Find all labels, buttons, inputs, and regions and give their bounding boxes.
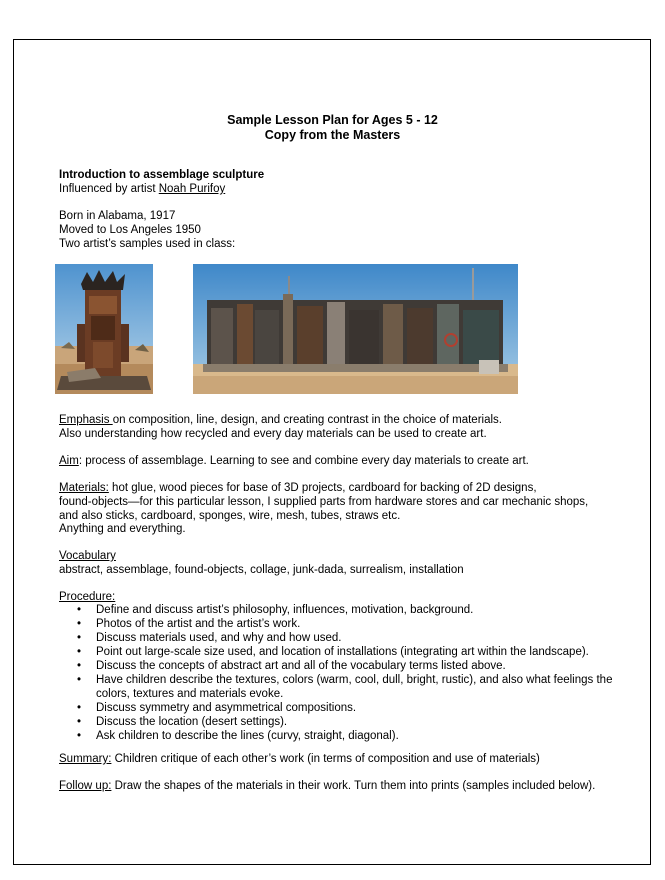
- summary-line: [59, 752, 540, 766]
- aim-text: : process of assemblage. Learning to see and combine every day materials to create art.: [78, 455, 529, 467]
- procedure-item-text: Discuss symmetry and asymmetrical compositions.: [96, 702, 357, 714]
- procedure-list: [59, 603, 641, 743]
- installation-photo-right: [193, 264, 518, 394]
- emphasis-line-2: Also understanding how recycled and every day materials can be used to create art.: [59, 428, 487, 440]
- title-line-1: Sample Lesson Plan for Ages 5 - 12: [227, 113, 438, 127]
- aim-label: Aim: [59, 455, 79, 467]
- born-line: Born in Alabama, 1917: [59, 210, 176, 222]
- materials-label: Materials:: [59, 482, 109, 494]
- bullet-point: •: [77, 618, 82, 630]
- procedure-item-text: Define and discuss artist’s philosophy, influences, motivation, background.: [96, 604, 474, 616]
- emphasis-line-1: [59, 413, 502, 427]
- procedure-item: [59, 659, 641, 673]
- title-line-2: Copy from the Masters: [264, 128, 401, 142]
- procedure-item: [59, 645, 641, 659]
- procedure-item-text: Discuss the location (desert settings).: [96, 716, 288, 728]
- sculpture-photo-left: [55, 264, 153, 394]
- procedure-item: [59, 729, 641, 743]
- bullet-point: •: [77, 674, 82, 686]
- bullet-point: •: [77, 716, 82, 728]
- aim-line: [59, 454, 529, 468]
- bullet-point: •: [77, 702, 82, 714]
- vocabulary-terms: abstract, assemblage, found-objects, collage, junk-dada, surrealism, installation: [59, 564, 464, 576]
- intro-heading: Introduction to assemblage sculpture: [59, 169, 265, 181]
- bullet-point: •: [77, 730, 82, 742]
- installation-wall-image: [193, 264, 518, 394]
- moved-line: Moved to Los Angeles 1950: [59, 224, 201, 236]
- sculpture-figure-image: [55, 264, 153, 394]
- bullet-point: •: [77, 604, 82, 616]
- followup-label: Follow up:: [59, 780, 112, 792]
- followup-text: Draw the shapes of the materials in their work. Turn them into prints (samples included below).: [111, 780, 596, 792]
- emphasis-text: on composition, line, design, and creating contrast in the choice of materials.: [112, 414, 502, 426]
- procedure-label: Procedure:: [59, 591, 116, 603]
- procedure-item-text: Ask children to describe the lines (curvy, straight, diagonal).: [96, 730, 399, 742]
- procedure-item-text: Discuss the concepts of abstract art and all of the vocabulary terms listed above.: [96, 660, 506, 672]
- influenced-prefix: Influenced by artist: [59, 183, 159, 195]
- emphasis-label: Emphasis: [59, 414, 113, 426]
- samples-line: Two artist’s samples used in class:: [59, 238, 236, 250]
- procedure-item-text: Point out large-scale size used, and location of installations (integrating art within the landscape).: [96, 646, 589, 658]
- materials-line-2: found-objects—for this particular lesson, I supplied parts from hardware stores and car mechanic shops,: [59, 496, 589, 508]
- procedure-item-text: Photos of the artist and the artist’s work.: [96, 618, 301, 630]
- procedure-item-text: Discuss materials used, and why and how used.: [96, 632, 342, 644]
- bullet-point: •: [77, 660, 82, 672]
- materials-line-1: [59, 481, 537, 495]
- materials-text: hot glue, wood pieces for base of 3D projects, cardboard for backing of 2D designs,: [108, 482, 537, 494]
- procedure-item: [59, 617, 641, 631]
- bullet-point: •: [77, 632, 82, 644]
- summary-label: Summary:: [59, 753, 112, 765]
- procedure-item: [59, 715, 641, 729]
- materials-line-3: and also sticks, cardboard, sponges, wire, mesh, tubes, straws etc.: [59, 510, 401, 522]
- influenced-line: [59, 182, 225, 196]
- procedure-item: [59, 631, 641, 645]
- procedure-item-text: Have children describe the textures, colors (warm, cool, dull, bright, rustic), and also what feelings the colors, textures and materials evoke.: [96, 674, 613, 700]
- procedure-item: [59, 701, 641, 715]
- procedure-item: [59, 603, 641, 617]
- vocabulary-label: Vocabulary: [59, 550, 116, 562]
- artist-link[interactable]: Noah Purifoy: [158, 183, 226, 195]
- materials-line-4: Anything and everything.: [59, 523, 186, 535]
- bullet-point: •: [77, 646, 82, 658]
- followup-line: [59, 779, 595, 793]
- summary-text: Children critique of each other’s work (in terms of composition and use of materials): [111, 753, 540, 765]
- procedure-item: [59, 673, 641, 701]
